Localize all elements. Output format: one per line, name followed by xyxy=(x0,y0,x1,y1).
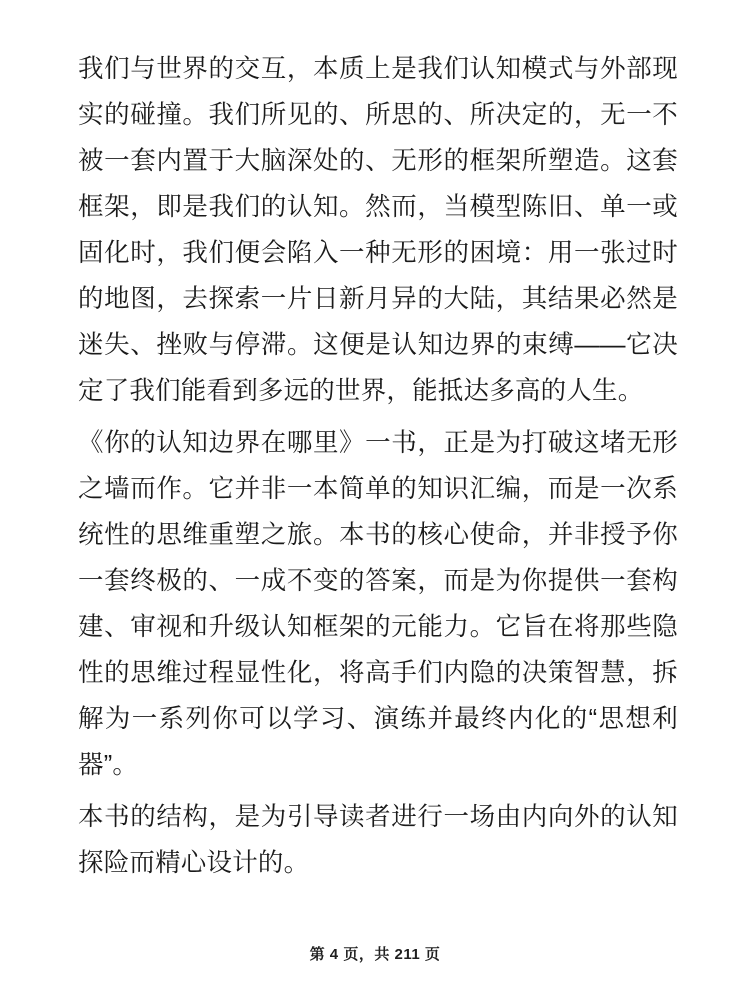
paragraph-3: 本书的结构，是为引导读者进行一场由内向外的认知探险而精心设计的。 xyxy=(78,803,678,877)
page-footer: 第 4 页，共 211 页 xyxy=(309,946,441,963)
page-body xyxy=(78,46,678,886)
paragraph-2: 《你的认知边界在哪里》一书，正是为打破这堵无形之墙而作。它并非一本简单的知识汇编，而是一次系统性的思维重塑之旅。本书的核心使命，并非授予你一套终极的、一成不变的答案，而是为你提供一套构建、审视和升级认知框架的元能力。它旨在将那些隐性的思维过程显性化，将高手们内隐的决策智慧，拆解为一系列你可以学习、演练并最终内化的“思想利器”。 xyxy=(78,429,678,779)
paragraph-1: 我们与世界的交互，本质上是我们认知模式与外部现实的碰撞。我们所见的、所思的、所决定的，无一不被一套内置于大脑深处的、无形的框架所塑造。这套框架，即是我们的认知。然而，当模型陈旧、单一或固化时，我们便会陷入一种无形的困境：用一张过时的地图，去探索一片日新月异的大陆，其结果必然是迷失、挫败与停滞。这便是认知边界的束缚——它决定了我们能看到多远的世界，能抵达多高的人生。 xyxy=(78,55,678,405)
